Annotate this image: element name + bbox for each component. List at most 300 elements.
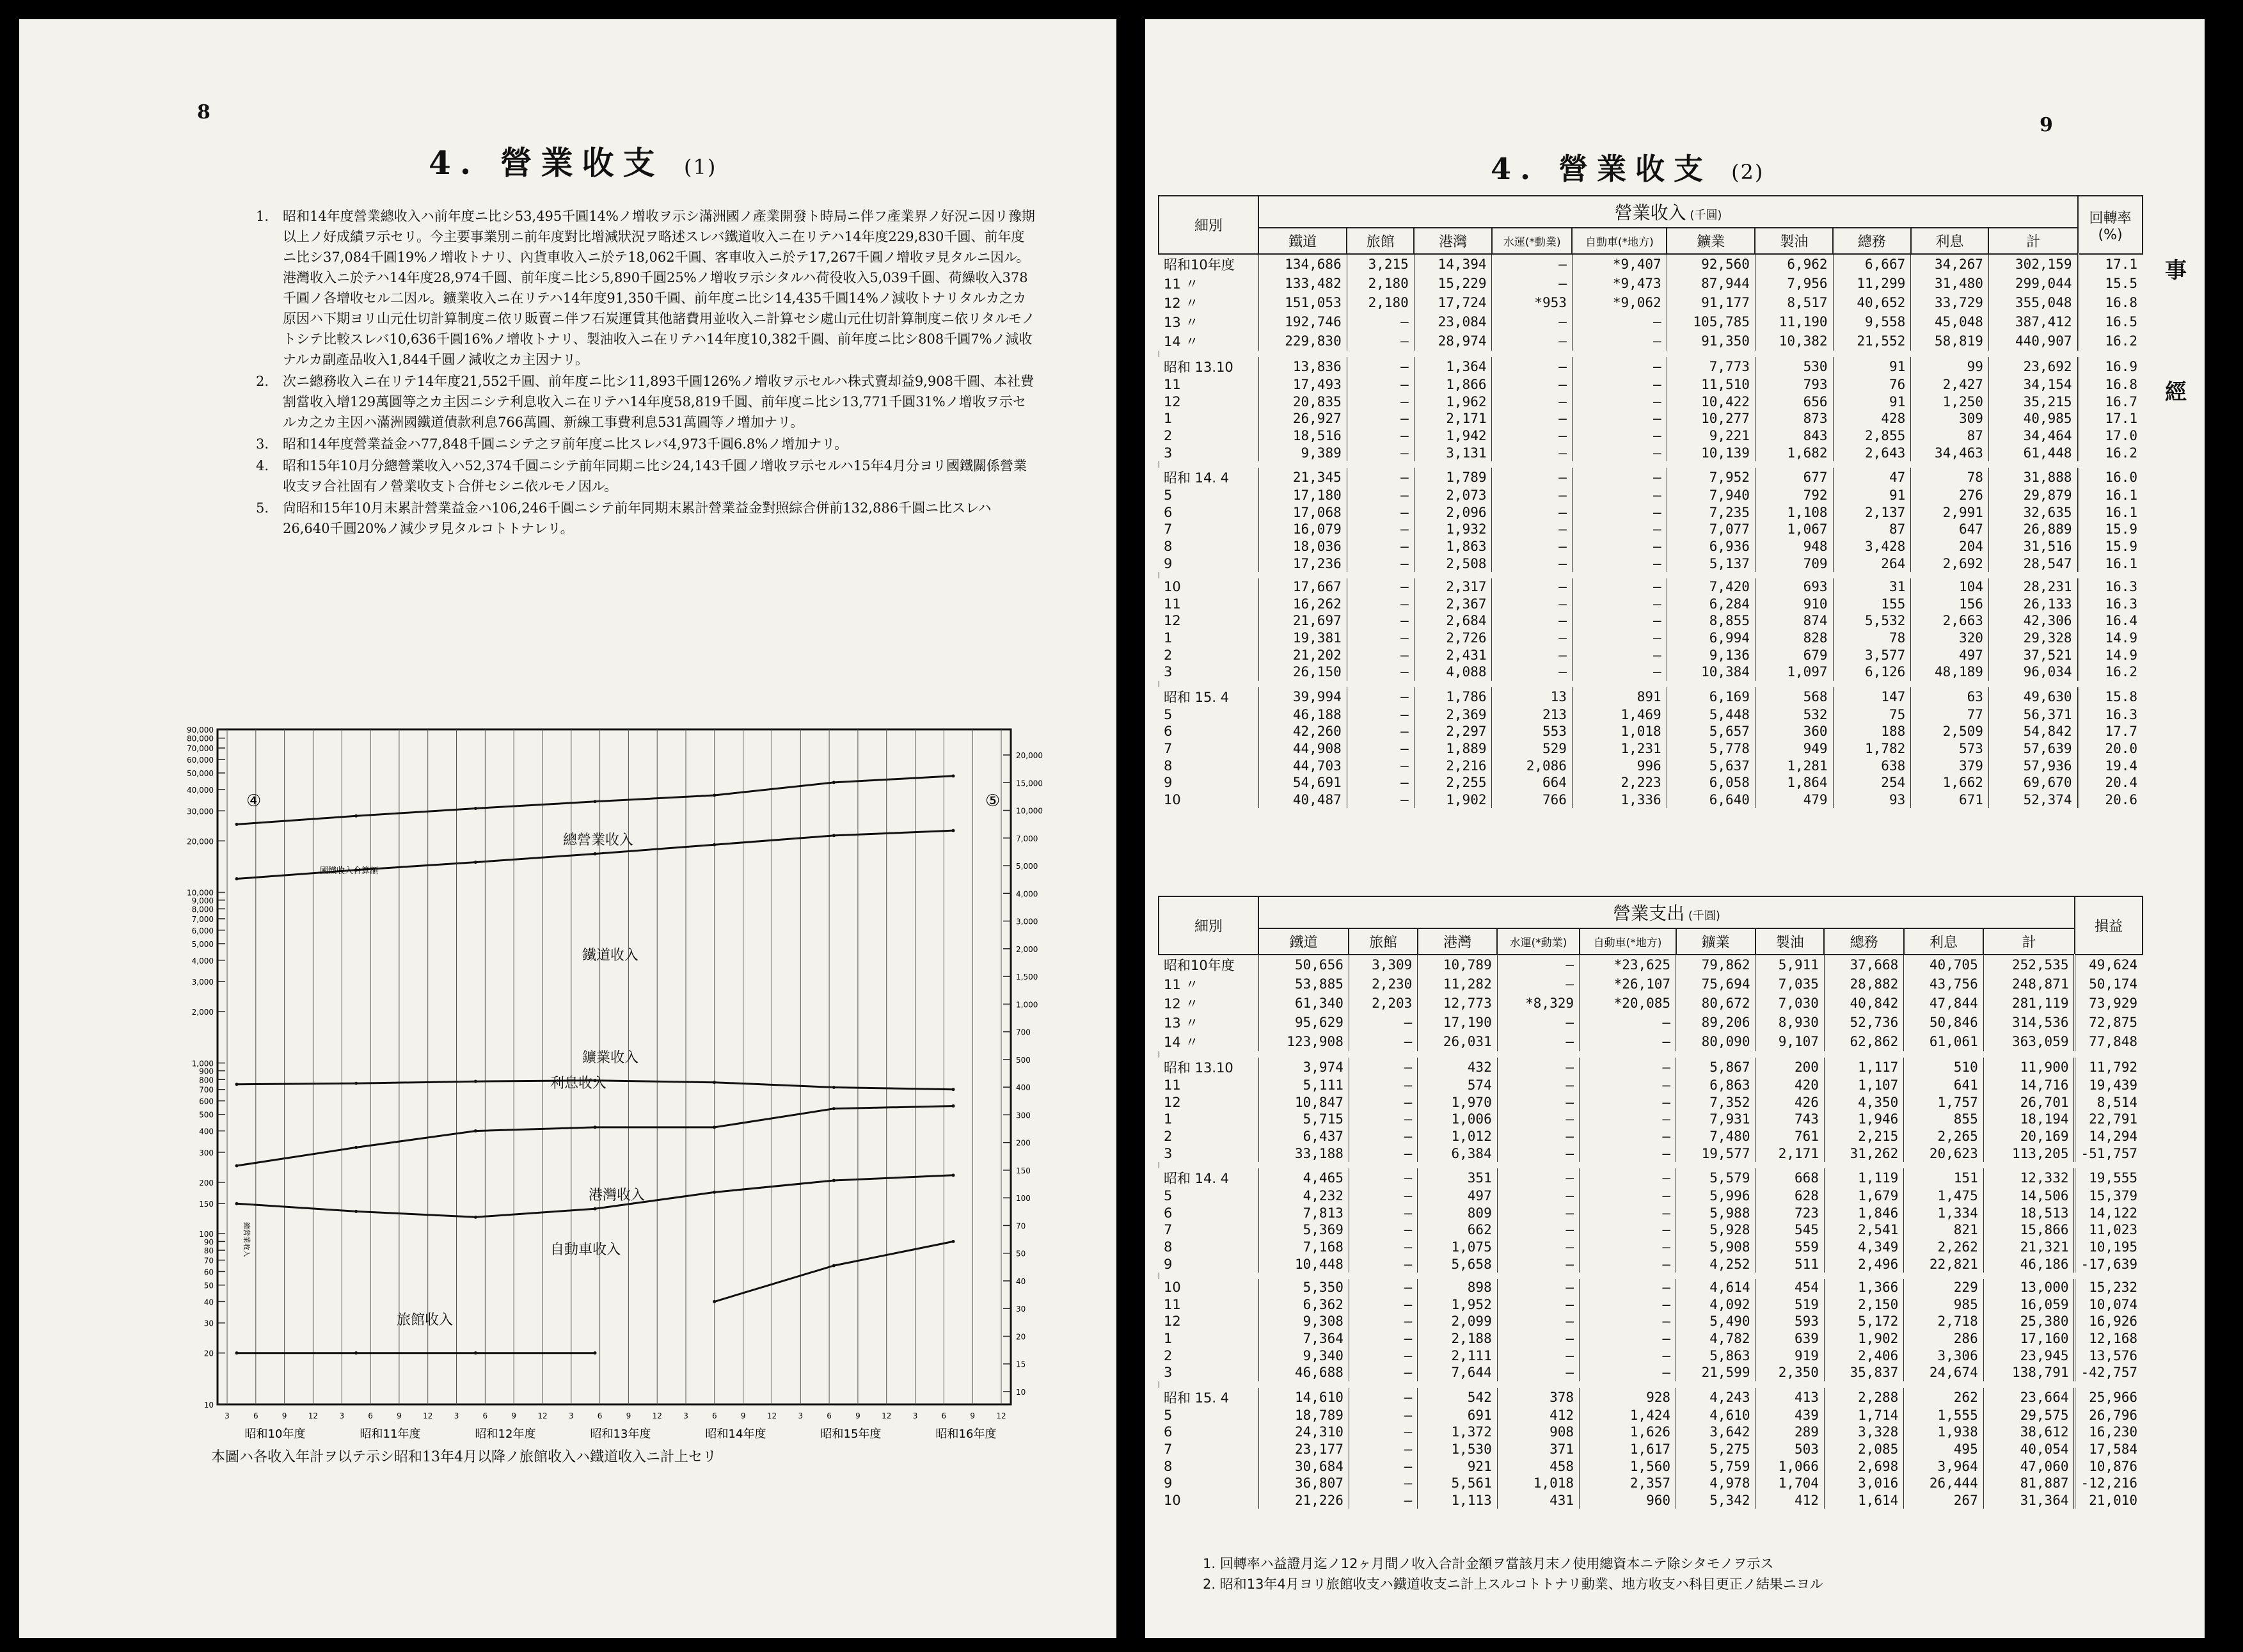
- row-label: 14 〃: [1164, 1035, 1199, 1050]
- table-cell: 105,785: [1667, 312, 1755, 331]
- table-cell: —: [1347, 487, 1414, 504]
- table-cell: 10,074: [2075, 1296, 2143, 1314]
- table-cell: 73,929: [2075, 994, 2143, 1013]
- right-tick-label: 40: [1016, 1276, 1026, 1286]
- table-cell: 20,835: [1258, 393, 1347, 411]
- table-cell: 46,188: [1258, 706, 1347, 724]
- table-cell: —: [1349, 1364, 1417, 1381]
- table-cell: 4,465: [1258, 1168, 1349, 1187]
- table-cell: 1,866: [1414, 376, 1492, 393]
- table-cell: 89,206: [1676, 1013, 1756, 1032]
- right-tick-label: 700: [1016, 1028, 1031, 1037]
- table-cell: 9,308: [1258, 1313, 1349, 1330]
- table-cell: 104: [1911, 578, 1989, 596]
- table-cell: —: [1492, 596, 1572, 613]
- right-tick-label: 100: [1016, 1194, 1031, 1203]
- table-cell: 16.8: [2078, 293, 2143, 312]
- table-cell: —: [1349, 1013, 1417, 1032]
- table-cell: —: [1492, 468, 1572, 487]
- table-cell: —: [1347, 630, 1414, 647]
- column-header: 總務: [1833, 228, 1911, 254]
- left-tick-label: 80: [203, 1246, 214, 1256]
- spacer: [1159, 351, 2143, 357]
- table-cell: 299,044: [1988, 274, 2078, 293]
- table-cell: 21,345: [1258, 468, 1347, 487]
- table-cell: 743: [1756, 1111, 1824, 1128]
- table-cell: 1,902: [1824, 1330, 1903, 1347]
- table-cell: 1,424: [1580, 1407, 1676, 1424]
- table-cell: —: [1492, 521, 1572, 538]
- table-cell: —: [1347, 376, 1414, 393]
- table-cell: 25,380: [1983, 1313, 2075, 1330]
- spacer: [1159, 1051, 2143, 1058]
- right-tick-label: 10: [1016, 1388, 1026, 1397]
- table-cell: —: [1497, 1013, 1579, 1032]
- table-row: [1159, 706, 2143, 724]
- table-cell: 1,902: [1414, 791, 1492, 808]
- table-cell: 7,035: [1756, 974, 1824, 994]
- table-cell: 40,842: [1824, 994, 1903, 1013]
- table-cell: 2,698: [1824, 1457, 1903, 1475]
- table-cell: 213: [1492, 706, 1572, 724]
- column-header: 利息: [1911, 228, 1989, 254]
- table-cell: *9,407: [1572, 254, 1667, 274]
- table-cell: 5,658: [1418, 1255, 1497, 1273]
- table-row: [1159, 357, 2143, 376]
- table-cell: 2,509: [1911, 723, 1989, 740]
- table-cell: 2,150: [1824, 1296, 1903, 1314]
- table-cell: 4,610: [1676, 1407, 1756, 1424]
- table-cell: 91: [1833, 487, 1911, 504]
- spacer: [1159, 681, 2143, 687]
- table-cell: 7,352: [1676, 1094, 1756, 1111]
- spacer: [1159, 1273, 2143, 1279]
- group-title: 營業收入: [1614, 202, 1686, 223]
- table-cell: —: [1497, 974, 1579, 994]
- table-row: [1159, 1077, 2143, 1094]
- table-cell: 559: [1756, 1239, 1824, 1256]
- table-row: [1159, 1058, 2143, 1077]
- table-cell: 360: [1755, 723, 1833, 740]
- table-cell: —: [1497, 1205, 1579, 1222]
- table-row: [1159, 1032, 2143, 1051]
- table-cell: 22,821: [1904, 1255, 1983, 1273]
- table-cell: 54,691: [1258, 774, 1347, 791]
- month-tick-label: 6: [712, 1411, 717, 1420]
- table-cell: 723: [1756, 1205, 1824, 1222]
- month-tick-label: 9: [740, 1411, 746, 1420]
- row-label: 7: [1164, 1222, 1173, 1238]
- right-tick-label: 400: [1016, 1083, 1031, 1093]
- left-tick-label: 4,000: [191, 956, 214, 965]
- footnote-1: 1. 回轉率ハ益證月迄ノ12ヶ月間ノ收入合計金額ヲ當該月末ノ使用總資本ニテ除シタモノヲ示ス: [1203, 1556, 1774, 1571]
- table-cell: 61,061: [1904, 1032, 1983, 1051]
- table-row: [1159, 521, 2143, 538]
- data-point: [832, 1107, 836, 1110]
- left-tick-label: 20: [203, 1349, 214, 1358]
- paragraph-number: 4.: [256, 458, 269, 473]
- table-cell: —: [1347, 521, 1414, 538]
- table-row: [1159, 351, 2143, 357]
- last-header: 損益: [2075, 896, 2143, 955]
- table-cell: 31,480: [1911, 274, 1989, 293]
- table-row: [1159, 1457, 2143, 1475]
- row-label: 12: [1164, 393, 1181, 409]
- table-cell: 262: [1904, 1388, 1983, 1407]
- row-label: 12 〃: [1164, 996, 1199, 1012]
- right-tick-label: 1,000: [1016, 1000, 1038, 1010]
- table-cell: 497: [1418, 1187, 1497, 1205]
- table-cell: —: [1347, 723, 1414, 740]
- table-cell: 1,617: [1580, 1441, 1676, 1458]
- data-point: [713, 1081, 716, 1084]
- table-cell: 276: [1911, 487, 1989, 504]
- table-cell: 1,932: [1414, 521, 1492, 538]
- table-cell: 647: [1911, 521, 1989, 538]
- table-cell: —: [1572, 427, 1667, 445]
- table-cell: 264: [1833, 555, 1911, 572]
- column-header: 製油: [1755, 228, 1833, 254]
- table-cell: 16.2: [2078, 331, 2143, 351]
- table-cell: 9,136: [1667, 646, 1755, 663]
- table-cell: 1,119: [1824, 1168, 1903, 1187]
- row-label: 昭和 13.10: [1164, 360, 1233, 375]
- table-cell: 63: [1911, 687, 1989, 706]
- table-cell: 26,889: [1988, 521, 2078, 538]
- table-cell: 17,584: [2075, 1441, 2143, 1458]
- table-cell: —: [1349, 1330, 1417, 1347]
- right-tick-label: 150: [1016, 1166, 1031, 1175]
- table-cell: 2,223: [1572, 774, 1667, 791]
- table-cell: *23,625: [1580, 955, 1676, 974]
- table-cell: 48,189: [1911, 663, 1989, 681]
- table-cell: 510: [1904, 1058, 1983, 1077]
- table-cell: 3,215: [1347, 254, 1414, 274]
- table-cell: 1,250: [1911, 393, 1989, 411]
- data-point: [594, 1125, 597, 1129]
- month-tick-label: 6: [597, 1411, 603, 1420]
- table-cell: —: [1580, 1094, 1676, 1111]
- right-tick-label: 7,000: [1016, 834, 1038, 843]
- table-cell: 13,836: [1258, 357, 1347, 376]
- table-cell: 1,757: [1904, 1094, 1983, 1111]
- table-cell: 9,558: [1833, 312, 1911, 331]
- table-row: [1159, 487, 2143, 504]
- table-cell: —: [1492, 376, 1572, 393]
- row-label: 3: [1164, 1365, 1173, 1381]
- table-cell: —: [1580, 1347, 1676, 1364]
- table-cell: 1,006: [1418, 1111, 1497, 1128]
- table-cell: 92,560: [1667, 254, 1755, 274]
- table-cell: 78: [1833, 630, 1911, 647]
- table-cell: 79,862: [1676, 955, 1756, 974]
- row-label: 7: [1164, 521, 1173, 537]
- right-tick-label: 20,000: [1016, 751, 1043, 760]
- series-label: 利息收入: [550, 1076, 607, 1092]
- table-cell: 78: [1911, 468, 1989, 487]
- table-cell: —: [1580, 1221, 1676, 1239]
- data-point: [952, 1240, 955, 1243]
- table-cell: 1,970: [1418, 1094, 1497, 1111]
- table-cell: 7,940: [1667, 487, 1755, 504]
- table-cell: 47,844: [1904, 994, 1983, 1013]
- table-cell: 6,936: [1667, 538, 1755, 555]
- table-cell: 2,350: [1756, 1364, 1824, 1381]
- table-cell: 134,686: [1258, 254, 1347, 274]
- year-label: 昭和16年度: [935, 1427, 997, 1441]
- table-row: [1159, 468, 2143, 487]
- side-label: 總營業收入: [242, 1222, 251, 1257]
- table-cell: —: [1572, 331, 1667, 351]
- table-cell: 2,684: [1414, 612, 1492, 630]
- table-cell: 281,119: [1983, 994, 2075, 1013]
- table-cell: —: [1572, 504, 1667, 521]
- table-cell: —: [1492, 393, 1572, 411]
- table-cell: 2,288: [1824, 1388, 1903, 1407]
- table-cell: 87,944: [1667, 274, 1755, 293]
- table-cell: 677: [1755, 468, 1833, 487]
- table-cell: 891: [1572, 687, 1667, 706]
- table-cell: 40,985: [1988, 410, 2078, 427]
- table-cell: —: [1492, 357, 1572, 376]
- table-cell: 2,855: [1833, 427, 1911, 445]
- paragraph-number: 5.: [256, 500, 269, 516]
- column-header: 自動車(*地方): [1572, 228, 1667, 254]
- table-cell: 908: [1497, 1424, 1579, 1441]
- table-cell: —: [1492, 274, 1572, 293]
- table-cell: 628: [1756, 1187, 1824, 1205]
- table-cell: —: [1349, 1441, 1417, 1458]
- table-cell: 4,782: [1676, 1330, 1756, 1347]
- column-header: 鑛業: [1676, 928, 1756, 955]
- table-cell: —: [1572, 555, 1667, 572]
- table-cell: 1,952: [1418, 1296, 1497, 1314]
- table-row: [1159, 331, 2143, 351]
- table-cell: 7,952: [1667, 468, 1755, 487]
- table-cell: —: [1347, 646, 1414, 663]
- month-tick-label: 9: [511, 1411, 516, 1420]
- data-point: [594, 852, 597, 855]
- month-tick-label: 3: [225, 1411, 230, 1420]
- table-cell: 31,364: [1983, 1491, 2075, 1509]
- left-tick-label: 20,000: [187, 837, 214, 846]
- left-tick-label: 30,000: [187, 807, 214, 816]
- table-cell: 40,652: [1833, 293, 1911, 312]
- table-cell: 229: [1904, 1279, 1983, 1296]
- footnote-2: 2. 昭和13年4月ヨリ旅館收支ハ鐵道收支ニ計上スルコトトナリ動業、地方收支ハ科目更正ノ結果ニヨル: [1203, 1577, 1823, 1592]
- table-cell: 921: [1418, 1457, 1497, 1475]
- table-cell: 18,194: [1983, 1111, 2075, 1128]
- table-cell: 6,058: [1667, 774, 1755, 791]
- table-cell: 15.9: [2078, 538, 2143, 555]
- paragraph-text: 昭和14年度營業益金ハ77,848千圓ニシテ之ヲ前年度ニ比スレバ4,973千圓6.8%ノ增加ナリ。: [283, 436, 848, 452]
- table-cell: 17,190: [1418, 1013, 1497, 1032]
- table-cell: 2,663: [1911, 612, 1989, 630]
- table-cell: 529: [1492, 740, 1572, 758]
- table-cell: —: [1349, 1094, 1417, 1111]
- table-cell: 4,092: [1676, 1296, 1756, 1314]
- table-cell: 3,016: [1824, 1475, 1903, 1492]
- table-cell: 91,350: [1667, 331, 1755, 351]
- side-char-2: 經: [2165, 379, 2187, 405]
- row-label: 5: [1164, 1188, 1173, 1204]
- left-tick-label: 40,000: [187, 785, 214, 795]
- table-cell: 33,729: [1911, 293, 1989, 312]
- table-cell: 371: [1497, 1441, 1579, 1458]
- row-label: 7: [1164, 1441, 1173, 1457]
- table-cell: 16,926: [2075, 1313, 2143, 1330]
- table-cell: 495: [1904, 1441, 1983, 1458]
- table-cell: 8,514: [2075, 1094, 2143, 1111]
- table-cell: 113,205: [1983, 1145, 2075, 1162]
- table-cell: 11,190: [1755, 312, 1833, 331]
- right-tick-label: 70: [1016, 1221, 1026, 1231]
- table-cell: 44,908: [1258, 740, 1347, 758]
- table-cell: 5,657: [1667, 723, 1755, 740]
- group-header: [1258, 896, 2075, 928]
- column-header: 水運(*動業): [1497, 928, 1579, 955]
- plot-frame: [218, 729, 1011, 1404]
- table-cell: 309: [1911, 410, 1989, 427]
- table-row: [1159, 740, 2143, 758]
- table-row: [1159, 393, 2143, 411]
- table-cell: 26,133: [1988, 596, 2078, 613]
- table-cell: 503: [1756, 1441, 1824, 1458]
- table-cell: 156: [1911, 596, 1989, 613]
- data-point: [713, 1300, 716, 1303]
- series-label: 鑛業收入: [582, 1050, 639, 1066]
- table-cell: -51,757: [2075, 1145, 2143, 1162]
- table-cell: 20,169: [1983, 1128, 2075, 1145]
- table-cell: 23,177: [1258, 1441, 1349, 1458]
- table-cell: 7,030: [1756, 994, 1824, 1013]
- table-cell: 2,180: [1347, 274, 1414, 293]
- table-cell: —: [1497, 1094, 1579, 1111]
- table-cell: 19,381: [1258, 630, 1347, 647]
- table-cell: 93: [1833, 791, 1911, 808]
- table-cell: 28,231: [1988, 578, 2078, 596]
- table-cell: 17,236: [1258, 555, 1347, 572]
- table-cell: 286: [1904, 1330, 1983, 1347]
- table-cell: —: [1347, 774, 1414, 791]
- month-tick-label: 9: [626, 1411, 631, 1420]
- row-label: 9: [1164, 555, 1173, 571]
- table-row: [1159, 1491, 2143, 1509]
- table-cell: —: [1347, 706, 1414, 724]
- table-row: [1159, 1388, 2143, 1407]
- table-cell: 30,684: [1258, 1457, 1349, 1475]
- column-header: 製油: [1756, 928, 1824, 955]
- table-cell: 1,117: [1824, 1058, 1903, 1077]
- data-point: [952, 1104, 955, 1108]
- table-row: [1159, 596, 2143, 613]
- table-cell: 497: [1911, 646, 1989, 663]
- table-cell: 21,697: [1258, 612, 1347, 630]
- table-cell: -12,216: [2075, 1475, 2143, 1492]
- table-cell: 5,448: [1667, 706, 1755, 724]
- table-cell: —: [1347, 757, 1414, 774]
- table-cell: 26,150: [1258, 663, 1347, 681]
- table-cell: —: [1349, 1407, 1417, 1424]
- table-cell: 13,576: [2075, 1347, 2143, 1364]
- table-cell: —: [1347, 555, 1414, 572]
- table-row: [1159, 1094, 2143, 1111]
- paragraph-text: 昭和15年10月分總營業收入ハ52,374千圓ニシテ前年同期ニ比シ24,143千圓ノ增收ヲ示セルハ15年4月分ヨリ國鐵關係營業收支ヲ合社固有ノ營業收支ト合併セシニ依ルモノ因ル。: [283, 458, 1027, 494]
- title-sub-right: (2): [1731, 160, 1764, 184]
- row-label: 昭和 13.10: [1164, 1060, 1233, 1076]
- table-cell: 5,637: [1667, 757, 1755, 774]
- table-cell: 641: [1904, 1077, 1983, 1094]
- table-cell: —: [1572, 646, 1667, 663]
- table-cell: 6,640: [1667, 791, 1755, 808]
- data-point: [474, 1080, 477, 1083]
- table-cell: 458: [1497, 1457, 1579, 1475]
- table-cell: —: [1349, 1255, 1417, 1273]
- left-tick-label: 200: [199, 1178, 214, 1187]
- table-cell: 52,736: [1824, 1013, 1903, 1032]
- table-cell: 91,177: [1667, 293, 1755, 312]
- table-cell: 2,643: [1833, 444, 1911, 461]
- table-cell: 1,555: [1904, 1407, 1983, 1424]
- row-label: 5: [1164, 706, 1173, 722]
- table-cell: —: [1349, 1058, 1417, 1077]
- table-cell: 7,077: [1667, 521, 1755, 538]
- left-tick-label: 400: [199, 1127, 214, 1136]
- data-point: [832, 1086, 836, 1089]
- table-cell: -17,639: [2075, 1255, 2143, 1273]
- table-cell: 5,759: [1676, 1457, 1756, 1475]
- table-cell: —: [1349, 1491, 1417, 1509]
- row-label: 10: [1164, 579, 1181, 595]
- table-cell: 80,672: [1676, 994, 1756, 1013]
- table-cell: 363,059: [1983, 1032, 2075, 1051]
- table-row: [1159, 681, 2143, 687]
- table-cell: —: [1572, 578, 1667, 596]
- table-cell: 34,154: [1988, 376, 2078, 393]
- table-cell: 50,846: [1904, 1013, 1983, 1032]
- table-cell: —: [1572, 612, 1667, 630]
- table-cell: 821: [1904, 1221, 1983, 1239]
- table-cell: 2,255: [1414, 774, 1492, 791]
- table-cell: 21,202: [1258, 646, 1347, 663]
- table-cell: 49,630: [1988, 687, 2078, 706]
- table-cell: 69,670: [1988, 774, 2078, 791]
- table-cell: 23,084: [1414, 312, 1492, 331]
- table-cell: —: [1497, 1168, 1579, 1187]
- table-cell: 656: [1755, 393, 1833, 411]
- table-cell: 2,171: [1756, 1145, 1824, 1162]
- table-cell: 204: [1911, 538, 1989, 555]
- table-cell: 76: [1833, 376, 1911, 393]
- table-cell: 5,867: [1676, 1058, 1756, 1077]
- table-cell: 1,714: [1824, 1407, 1903, 1424]
- column-header: 旅館: [1347, 228, 1414, 254]
- table-cell: 7,168: [1258, 1239, 1349, 1256]
- left-tick-label: 8,000: [191, 905, 214, 914]
- left-tick-label: 30: [203, 1319, 214, 1328]
- table-cell: 12,773: [1418, 994, 1497, 1013]
- data-point: [594, 1207, 597, 1211]
- table-cell: 3,974: [1258, 1058, 1349, 1077]
- table-cell: 123,908: [1258, 1032, 1349, 1051]
- table-cell: 2,086: [1492, 757, 1572, 774]
- table-cell: 5,490: [1676, 1313, 1756, 1330]
- table-row: [1159, 578, 2143, 596]
- table-row: [1159, 410, 2143, 427]
- table-cell: —: [1497, 1077, 1579, 1094]
- table-cell: —: [1347, 596, 1414, 613]
- table-cell: 4,614: [1676, 1279, 1756, 1296]
